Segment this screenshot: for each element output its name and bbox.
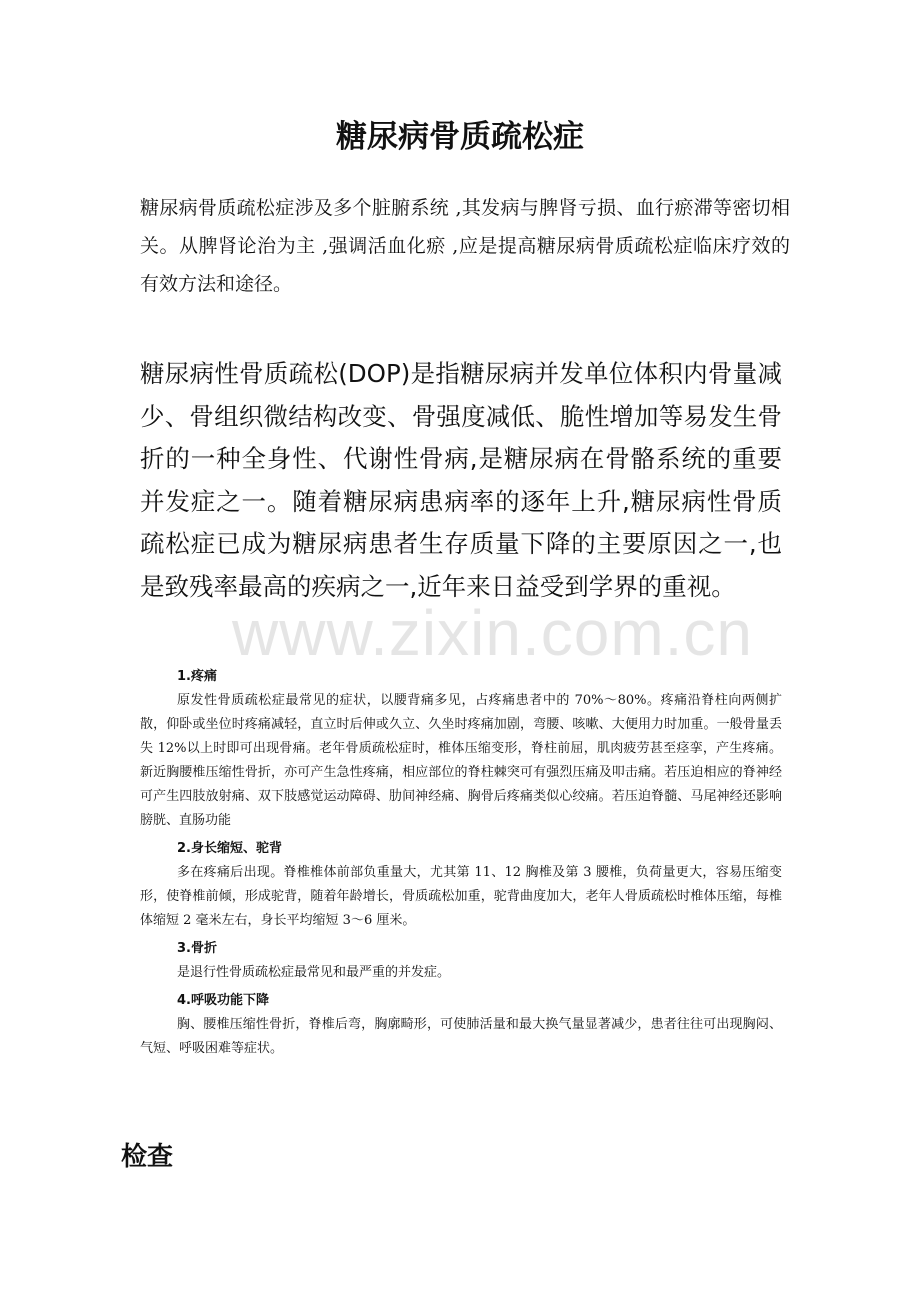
symptom-sections [140,665,782,1065]
lead-paragraph: 糖尿病性骨质疏松(DOP)是指糖尿病并发单位体积内骨量减少、骨组织微结构改变、骨强度减低、脆性增加等易发生骨折的一种全身性、代谢性骨病,是糖尿病在骨骼系统的重要并发症之一。随着糖尿病患病率的逐年上升,糖尿病性骨质疏松症已成为糖尿病患者生存质量下降的主要原因之一,也是致残率最高的疾病之一,近年来日益受到学界的重视。 [140,359,782,601]
exam-heading: 检查 [121,1142,174,1172]
document-title: 糖尿病骨质疏松症 [336,119,584,155]
watermark: www.zixin.com.cn [232,597,753,669]
section-heading: 4.呼吸功能下降 [177,993,269,1008]
section-heading: 1.疼痛 [177,669,217,684]
intro-paragraph: 糖尿病骨质疏松症涉及多个脏腑系统 ,其发病与脾肾亏损、血行瘀滞等密切相关。从脾肾论治为主 ,强调活血化瘀 ,应是提高糖尿病骨质疏松症临床疗效的有效方法和途径。 [140,197,790,295]
section-heading: 2.身长缩短、驼背 [177,841,282,856]
section-heading: 3.骨折 [177,941,217,956]
section-body: 是退行性骨质疏松症最常见和最严重的并发症。 [177,965,451,980]
section-body: 胸、腰椎压缩性骨折，脊椎后弯，胸廓畸形，可使肺活量和最大换气量显著减少，患者往往可出现胸闷、气短、呼吸困难等症状。 [140,1017,782,1056]
section-body: 原发性骨质疏松症最常见的症状，以腰背痛多见，占疼痛患者中的 70%～80%。疼痛沿脊柱向两侧扩散，仰卧或坐位时疼痛减轻，直立时后伸或久立、久坐时疼痛加剧，弯腰、咳嗽、大便用力时加重。一般骨量丢失 12%以上时即可出现骨痛。老年骨质疏松症时，椎体压缩变形，脊柱前屈，肌肉疲劳甚至痉挛，产生疼痛。新近胸腰椎压缩性骨折，亦可产生急性疼痛，相应部位的脊柱棘突可有强烈压痛及叩击痛。若压迫相应的脊神经可产生四肢放射痛、双下肢感觉运动障碍、肋间神经痛、胸骨后疼痛类似心绞痛。若压迫脊髓、马尾神经还影响膀胱、直肠功能 [140,693,782,828]
section-body: 多在疼痛后出现。脊椎椎体前部负重量大，尤其第 11、12 胸椎及第 3 腰椎，负荷量更大，容易压缩变形，使脊椎前倾，形成驼背，随着年龄增长，骨质疏松加重，驼背曲度加大，老年人骨质疏松时椎体压缩，每椎体缩短 2 毫米左右，身长平均缩短 3～6 厘米。 [140,865,782,928]
